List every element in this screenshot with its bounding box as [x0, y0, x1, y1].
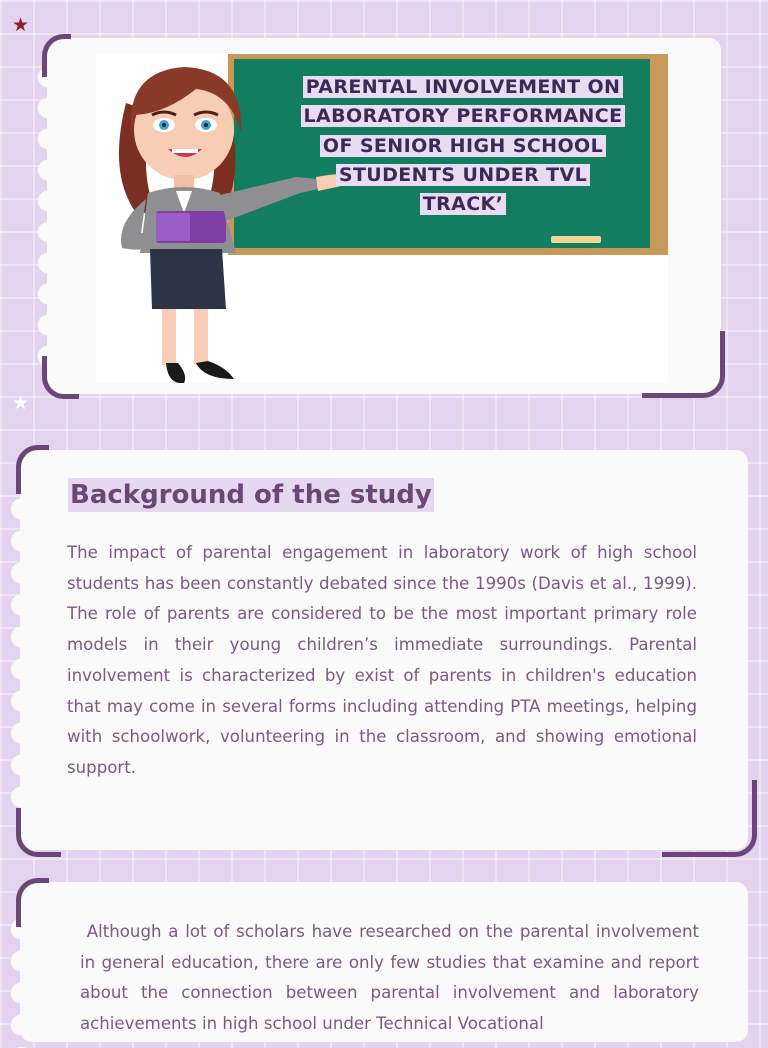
scalloped-edge: [10, 918, 32, 1048]
corner-bracket: [42, 356, 79, 399]
poster-title: [279, 73, 647, 219]
poster-title-line: STUDENTS UNDER TVL: [336, 164, 590, 186]
poster-title-line: PARENTAL INVOLVEMENT ON: [303, 76, 624, 98]
corner-bracket: [662, 780, 757, 857]
corner-bracket: [16, 808, 61, 857]
continuation-card: [20, 882, 748, 1042]
corner-bracket: [16, 878, 49, 927]
poster-title-line: OF SENIOR HIGH SCHOOL: [320, 135, 606, 157]
scalloped-edge: [10, 498, 32, 818]
shoe: [196, 361, 234, 379]
corner-bracket: [16, 445, 49, 494]
poster-title-line: LABORATORY PERFORMANCE: [301, 105, 626, 127]
poster-image: [96, 53, 668, 383]
star-icon: ★: [12, 14, 30, 36]
poster-title-line: TRACK’: [420, 193, 507, 215]
skirt: [150, 249, 226, 309]
shoe: [166, 363, 185, 383]
scalloped-edge: [37, 66, 59, 376]
background-card: [20, 450, 748, 850]
star-icon: ★: [12, 392, 30, 414]
corner-bracket: [42, 34, 71, 77]
body-paragraph: Although a lot of scholars have researched on the parental involvement in general education, there are only few studies that examine and report about the connection between parental involvement and laboratory achievements in high school under Technical Vocational: [80, 922, 705, 1034]
section-heading: Background of the study: [70, 480, 432, 510]
chalk: [551, 236, 601, 243]
poster-card: [47, 38, 721, 394]
body-paragraph: The impact of parental engagement in laboratory work of high school students has been constantly debated since the 1990s (Davis et al., 1999). The role of parents are considered to be the most important primary role models in their young children’s immediate surroundings. Parental involvement is characterized by exist of parents in children's education that may come in several forms including attending PTA meetings, helping with schoolwork, volunteering in the classroom, and showing emotional support.: [67, 543, 697, 777]
